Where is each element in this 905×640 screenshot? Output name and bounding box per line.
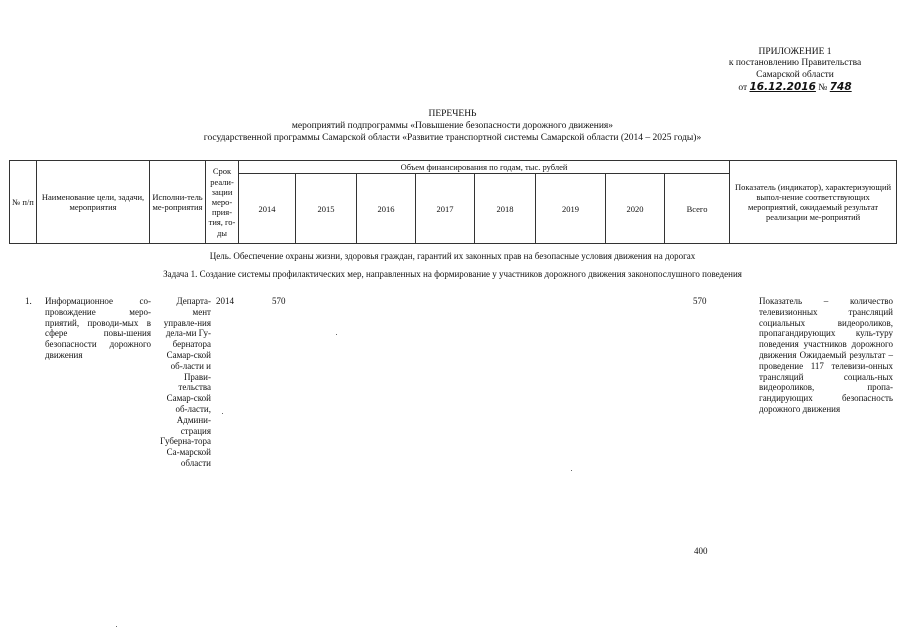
handwritten-date: 16.12.2016 — [749, 81, 816, 94]
appendix-region: Самарской области — [756, 69, 834, 80]
row-executor: Департа-мент управле-ния дела-ми Гу-бернатора Самар-ской об-ласти и Прави-тельства Самар-ской об-ласти, Админи-страция Губерна-тора Са-марской области — [160, 296, 211, 468]
title-line-2: мероприятий подпрограммы «Повышение безопасности дорожного движения» — [291, 120, 614, 131]
header-indicator: Показатель (индикатор), характеризующий выпол-нение соответствующих мероприятий, ожидаемый результат реализации ме-роприятий — [730, 161, 897, 244]
appendix-title: ПРИЛОЖЕНИЕ 1 — [758, 47, 832, 57]
header-num: № п/п — [10, 161, 37, 244]
table-row — [9, 296, 896, 546]
goal-text: Цель. Обеспечение охраны жизни, здоровья граждан, гарантий их законных прав на безопасные условия движения на дорогах — [209, 251, 696, 261]
row-measure-name: Информационное со-провождение меро-приятий, проводи-мых в сфере повы-шения безопасности дорожного движения — [45, 296, 151, 360]
number-prefix: № — [818, 83, 828, 94]
row-total: 570 — [693, 296, 707, 306]
scan-speck — [571, 470, 572, 471]
scan-speck — [336, 334, 337, 335]
header-total: Всего — [665, 174, 730, 244]
appendix-block — [700, 47, 890, 95]
row-indicator: Показатель – количество телевизионных трансляций социальных видеороликов, пропагандирующих куль-туру поведения участников дорожного движения Ожидаемый результат – проведение 117 телевизи-онных трансляций социаль-ных видеороликов, пропа-гандирующих безопасность дорожного движения — [759, 296, 893, 414]
measures-table-header — [9, 160, 897, 244]
header-year-2015: 2015 — [296, 174, 357, 244]
row-amount-2014: 570 — [272, 296, 286, 306]
header-year-2017: 2017 — [416, 174, 475, 244]
header-year-2020: 2020 — [606, 174, 665, 244]
handwritten-number: 748 — [829, 81, 852, 94]
row-number: 1. — [25, 296, 32, 306]
appendix-date-line — [700, 81, 890, 94]
title-line-1: ПЕРЕЧЕНЬ — [428, 109, 477, 119]
header-name: Наименование цели, задачи, мероприятия — [37, 161, 150, 244]
header-year-2016: 2016 — [357, 174, 416, 244]
page-number: 400 — [694, 546, 708, 556]
date-prefix: от — [738, 83, 748, 94]
header-year-2014: 2014 — [239, 174, 296, 244]
row-term: 2014 — [216, 296, 234, 306]
scan-speck — [116, 626, 117, 627]
document-title — [0, 109, 905, 145]
header-year-2019: 2019 — [536, 174, 606, 244]
appendix-resolution: к постановлению Правительства — [728, 58, 862, 69]
header-funding: Объем финансирования по годам, тыс. рублей — [239, 161, 730, 174]
header-executor: Исполни-тель ме-роприятия — [150, 161, 206, 244]
header-year-2018: 2018 — [475, 174, 536, 244]
header-term: Срок реали-зации меро-прия-тия, го-ды — [206, 161, 239, 244]
scan-speck — [222, 413, 223, 414]
task-text: Задача 1. Создание системы профилактических мер, направленных на формирование у участников дорожного движения законопослушного поведения — [163, 269, 742, 279]
title-line-3: государственной программы Самарской области «Развитие транспортной системы Самарской области (2014 – 2025 годы)» — [203, 132, 702, 143]
